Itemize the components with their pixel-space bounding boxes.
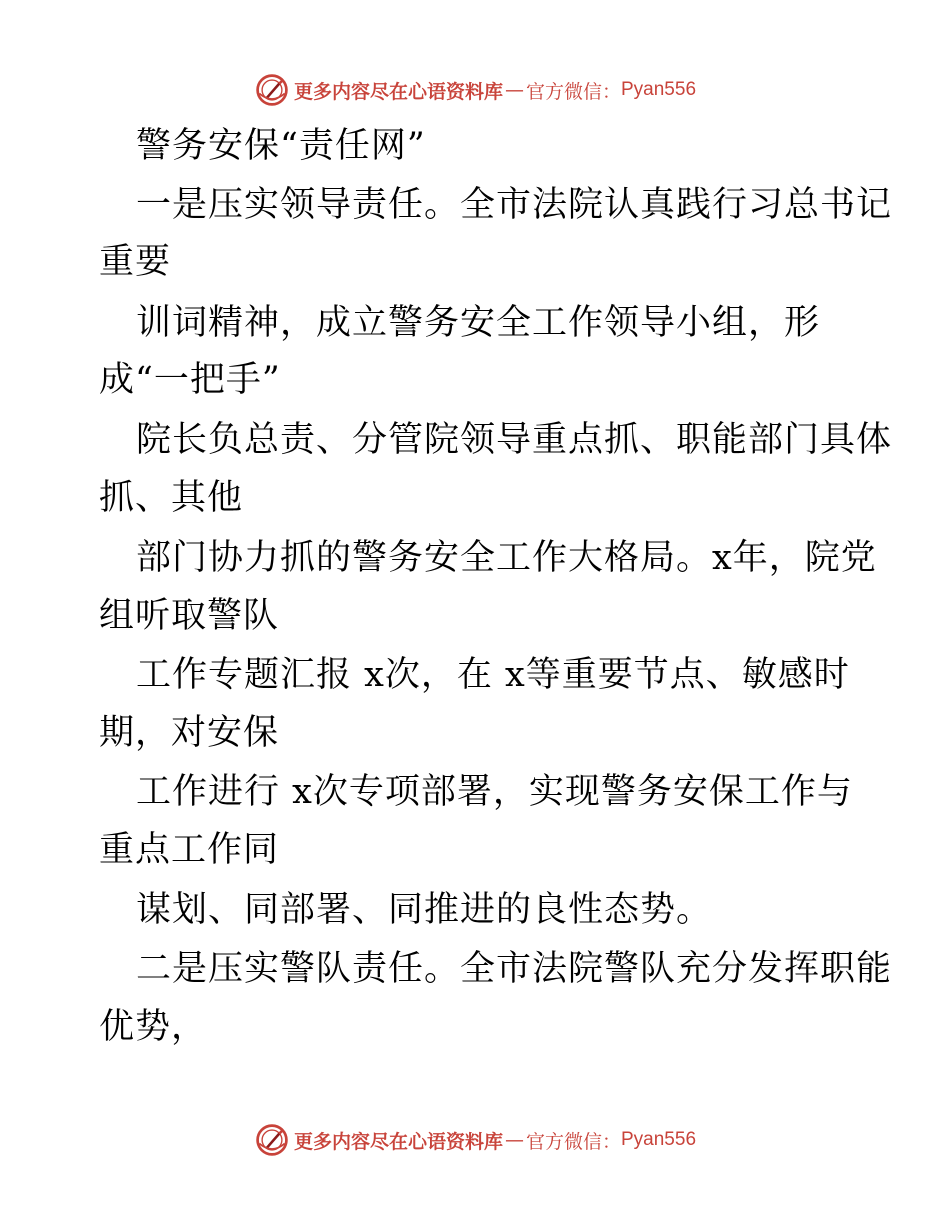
- footer-banner: [0, 1120, 950, 1160]
- quill-seal-logo-icon: [254, 72, 290, 108]
- banner-text: 更多内容尽在心语资料库: [293, 80, 503, 103]
- banner-dash: —: [504, 79, 524, 101]
- text-line: 谋划、同部署、同推进的良性态势。: [136, 890, 713, 930]
- banner-official-label: 官方微信：: [525, 1130, 621, 1153]
- text-line: 院长负总责、分管院领导重点抓、职能部门具体: [136, 420, 893, 460]
- banner-wechat-id: Pyan556: [621, 1129, 697, 1150]
- text-line: 工作进行 x次专项部署，实现警务安保工作与: [136, 772, 853, 812]
- text-line: 成“一把手”: [99, 360, 281, 400]
- banner-wechat-id: Pyan556: [621, 79, 697, 100]
- text-line: 工作专题汇报 x次，在 x等重要节点、敏感时: [136, 655, 850, 695]
- text-line: 组听取警队: [99, 596, 280, 636]
- text-line: 抓、其他: [99, 478, 244, 518]
- banner-official-label: 官方微信：: [525, 80, 621, 103]
- banner-text: 更多内容尽在心语资料库: [293, 1130, 503, 1153]
- text-line: 重点工作同: [99, 830, 280, 870]
- text-line: 训词精神，成立警务安全工作领导小组，形: [136, 303, 821, 343]
- banner-dash: —: [504, 1129, 524, 1151]
- text-line: 警务安保“责任网”: [136, 126, 426, 166]
- text-line: 重要: [99, 242, 172, 282]
- text-line: 一是压实领导责任。全市法院认真践行习总书记: [136, 185, 893, 225]
- header-banner: [0, 70, 950, 110]
- text-line: 优势，: [99, 1007, 208, 1047]
- quill-seal-logo-icon: [254, 1122, 290, 1158]
- text-line: 二是压实警队责任。全市法院警队充分发挥职能: [136, 949, 893, 989]
- text-line: 部门协力抓的警务安全工作大格局。x年，院党: [136, 538, 877, 578]
- text-line: 期，对安保: [99, 713, 280, 753]
